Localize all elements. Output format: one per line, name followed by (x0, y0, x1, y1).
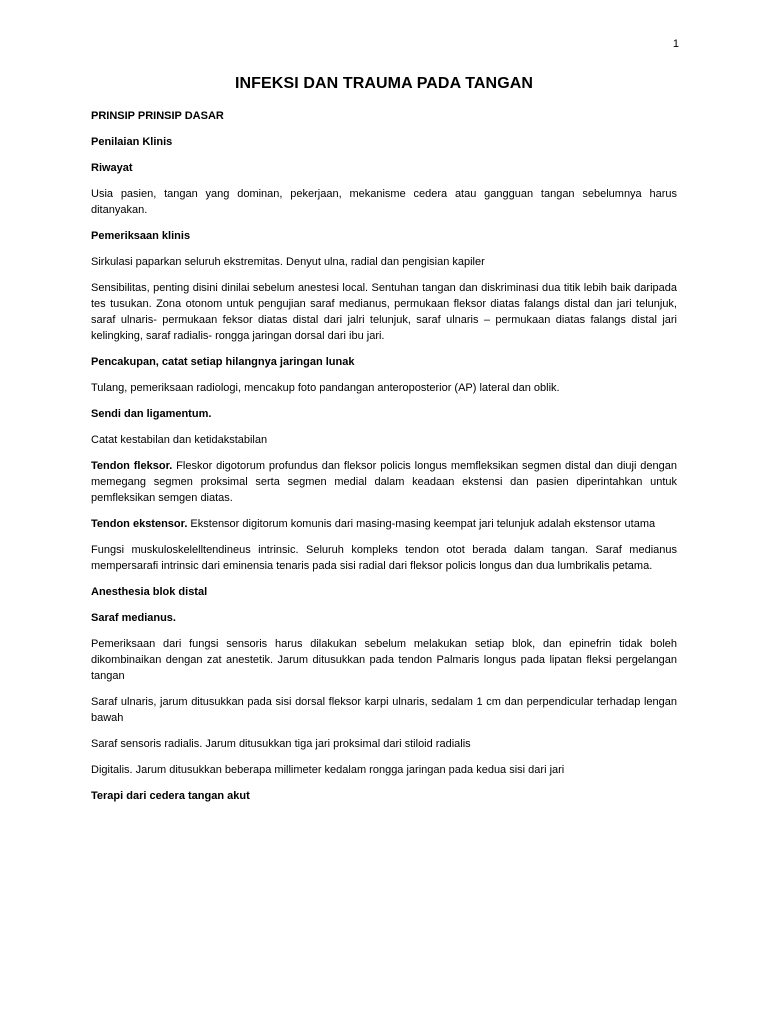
paragraph: Fungsi muskuloskelelltendineus intrinsic. Seluruh kompleks tendon otot berada dalam tangan. Saraf medianus mempersarafi intrinsic dari eminensia tenaris pada sisi radial dari fleksor policis longus dan dua lumbrikalis petama. (91, 544, 677, 572)
paragraph (91, 516, 677, 532)
document-body (91, 108, 677, 814)
section-heading: Pencakupan, catat setiap hilangnya jaringan lunak (91, 356, 355, 368)
section-heading: Sendi dan ligamentum. (91, 408, 212, 420)
section-heading: PRINSIP PRINSIP DASAR (91, 110, 224, 122)
page-number: 1 (672, 38, 679, 50)
paragraph: Tulang, pemeriksaan radiologi, mencakup foto pandangan anteroposterior (AP) lateral dan oblik. (91, 382, 560, 394)
paragraph-lead: Tendon fleksor. (91, 460, 173, 472)
paragraph-text: Ekstensor digitorum komunis dari masing-masing keempat jari telunjuk adalah ekstensor utama (187, 518, 656, 530)
paragraph-lead: Tendon ekstensor. (91, 518, 188, 530)
section-heading: Terapi dari cedera tangan akut (91, 790, 250, 802)
paragraph: Digitalis. Jarum ditusukkan beberapa millimeter kedalam rongga jaringan pada kedua sisi dari jari (91, 764, 565, 776)
document-title: INFEKSI DAN TRAUMA PADA TANGAN (234, 75, 534, 92)
paragraph (91, 458, 677, 506)
section-heading: Anesthesia blok distal (91, 586, 208, 598)
section-heading: Saraf medianus. (91, 612, 176, 624)
section-heading: Pemeriksaan klinis (91, 230, 191, 242)
paragraph: Catat kestabilan dan ketidakstabilan (91, 434, 268, 446)
section-heading: Riwayat (91, 162, 133, 174)
paragraph: Sirkulasi paparkan seluruh ekstremitas. Denyut ulna, radial dan pengisian kapiler (91, 256, 485, 268)
paragraph: Saraf ulnaris, jarum ditusukkan pada sisi dorsal fleksor karpi ulnaris, sedalam 1 cm dan perpendicular terhadap lengan bawah (91, 696, 677, 724)
paragraph-text: Fleskor digotorum profundus dan fleksor policis longus memfleksikan segmen distal dan diuji dengan memegang segmen proksimal serta segmen medial dalam keadaan ekstensi dan pasien diperintahkan untuk pemfleksikan semgen diatas. (91, 460, 677, 504)
paragraph: Saraf sensoris radialis. Jarum ditusukkan tiga jari proksimal dari stiloid radialis (91, 738, 471, 750)
paragraph: Sensibilitas, penting disini dinilai sebelum anestesi local. Sentuhan tangan dan diskriminasi dua titik lebih baik daripada tes tusukan. Zona otonom untuk pengujian saraf medianus, permukaan fleksor diatas falangs distal dan jari telunjuk, saraf ulnaris- permukaan feksor diatas distal dari jalri telunjuk, saraf ulnaris – permukaan diatas falangs distal jari kelingking, saraf radialis- rongga jaringan dorsal dari ibu jari. (91, 282, 677, 342)
section-heading: Penilaian Klinis (91, 136, 173, 148)
paragraph: Pemeriksaan dari fungsi sensoris harus dilakukan sebelum melakukan setiap blok, dan epinefrin tidak boleh dikombinaikan dengan zat anestetik. Jarum ditusukkan pada tendon Palmaris longus pada lipatan fleksi pergelangan tangan (91, 638, 677, 682)
paragraph: Usia pasien, tangan yang dominan, pekerjaan, mekanisme cedera atau gangguan tangan sebelumnya harus ditanyakan. (91, 188, 677, 216)
